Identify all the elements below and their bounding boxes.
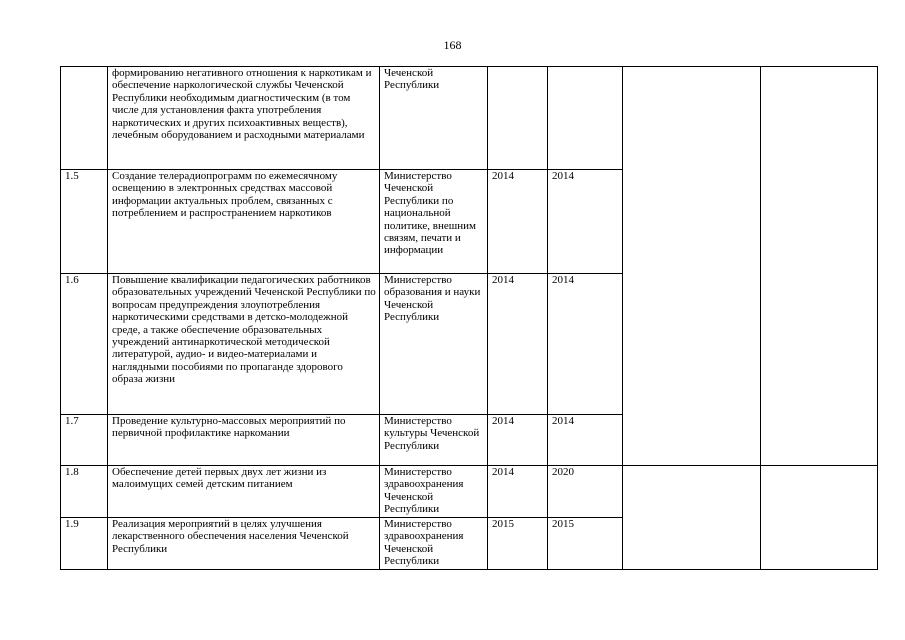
empty-column-cell <box>623 466 761 570</box>
table-row <box>61 67 878 170</box>
executor-cell: Министерство здравоохранения Чеченской Республики <box>380 466 488 518</box>
start-year-cell: 2015 <box>488 518 548 570</box>
measure-description-cell: Реализация мероприятий в целях улучшения лекарственного обеспечения населения Чеченской Республики <box>108 518 380 570</box>
measure-description-cell: Создание телерадиопрограмм по ежемесячному освещению в электронных средствах массовой информации актуальных проблем, связанных с потреблением и распространением наркотиков <box>108 170 380 274</box>
start-year-cell: 2014 <box>488 466 548 518</box>
measure-description-cell: Повышение квалификации педагогических работников образовательных учреждений Чеченской Республики по вопросам предупреждения злоупотребления наркотическими средствами в детско-молодежной среде, а также обеспечение образовательных учреждений антинаркотической методической литературой, аудио- и видео-материалами и наглядными пособиями по пропаганде здорового образа жизни <box>108 274 380 415</box>
row-number-cell: 1.6 <box>61 274 108 415</box>
executor-cell: Министерство Чеченской Республики по национальной политике, внешним связям, печати и информации <box>380 170 488 274</box>
row-number-cell <box>61 67 108 170</box>
end-year-cell: 2014 <box>548 170 623 274</box>
measures-table <box>60 66 878 570</box>
empty-column-cell <box>761 67 878 466</box>
row-number-cell: 1.5 <box>61 170 108 274</box>
measure-description-cell: Проведение культурно-массовых мероприятий по первичной профилактике наркомании <box>108 415 380 466</box>
row-number-cell: 1.8 <box>61 466 108 518</box>
start-year-cell: 2014 <box>488 274 548 415</box>
executor-cell: Министерство здравоохранения Чеченской Республики <box>380 518 488 570</box>
empty-column-cell <box>761 466 878 570</box>
empty-column-cell <box>623 67 761 466</box>
start-year-cell <box>488 67 548 170</box>
table-row <box>61 466 878 518</box>
end-year-cell <box>548 67 623 170</box>
measure-description-cell: Обеспечение детей первых двух лет жизни из малоимущих семей детским питанием <box>108 466 380 518</box>
start-year-cell: 2014 <box>488 170 548 274</box>
executor-cell: Министерство образования и науки Чеченской Республики <box>380 274 488 415</box>
row-number-cell: 1.7 <box>61 415 108 466</box>
row-number-cell: 1.9 <box>61 518 108 570</box>
end-year-cell: 2014 <box>548 274 623 415</box>
executor-cell: Министерство культуры Чеченской Республики <box>380 415 488 466</box>
start-year-cell: 2014 <box>488 415 548 466</box>
measure-description-cell: формированию негативного отношения к наркотикам и обеспечение наркологической службы Чеченской Республики необходимым диагностическим (в том числе для установления факта употребления наркотических и других психоактивных веществ), лечебным оборудованием и расходными материалами <box>108 67 380 170</box>
end-year-cell: 2014 <box>548 415 623 466</box>
end-year-cell: 2020 <box>548 466 623 518</box>
end-year-cell: 2015 <box>548 518 623 570</box>
page-number: 168 <box>443 38 462 52</box>
executor-cell: Чеченской Республики <box>380 67 488 170</box>
